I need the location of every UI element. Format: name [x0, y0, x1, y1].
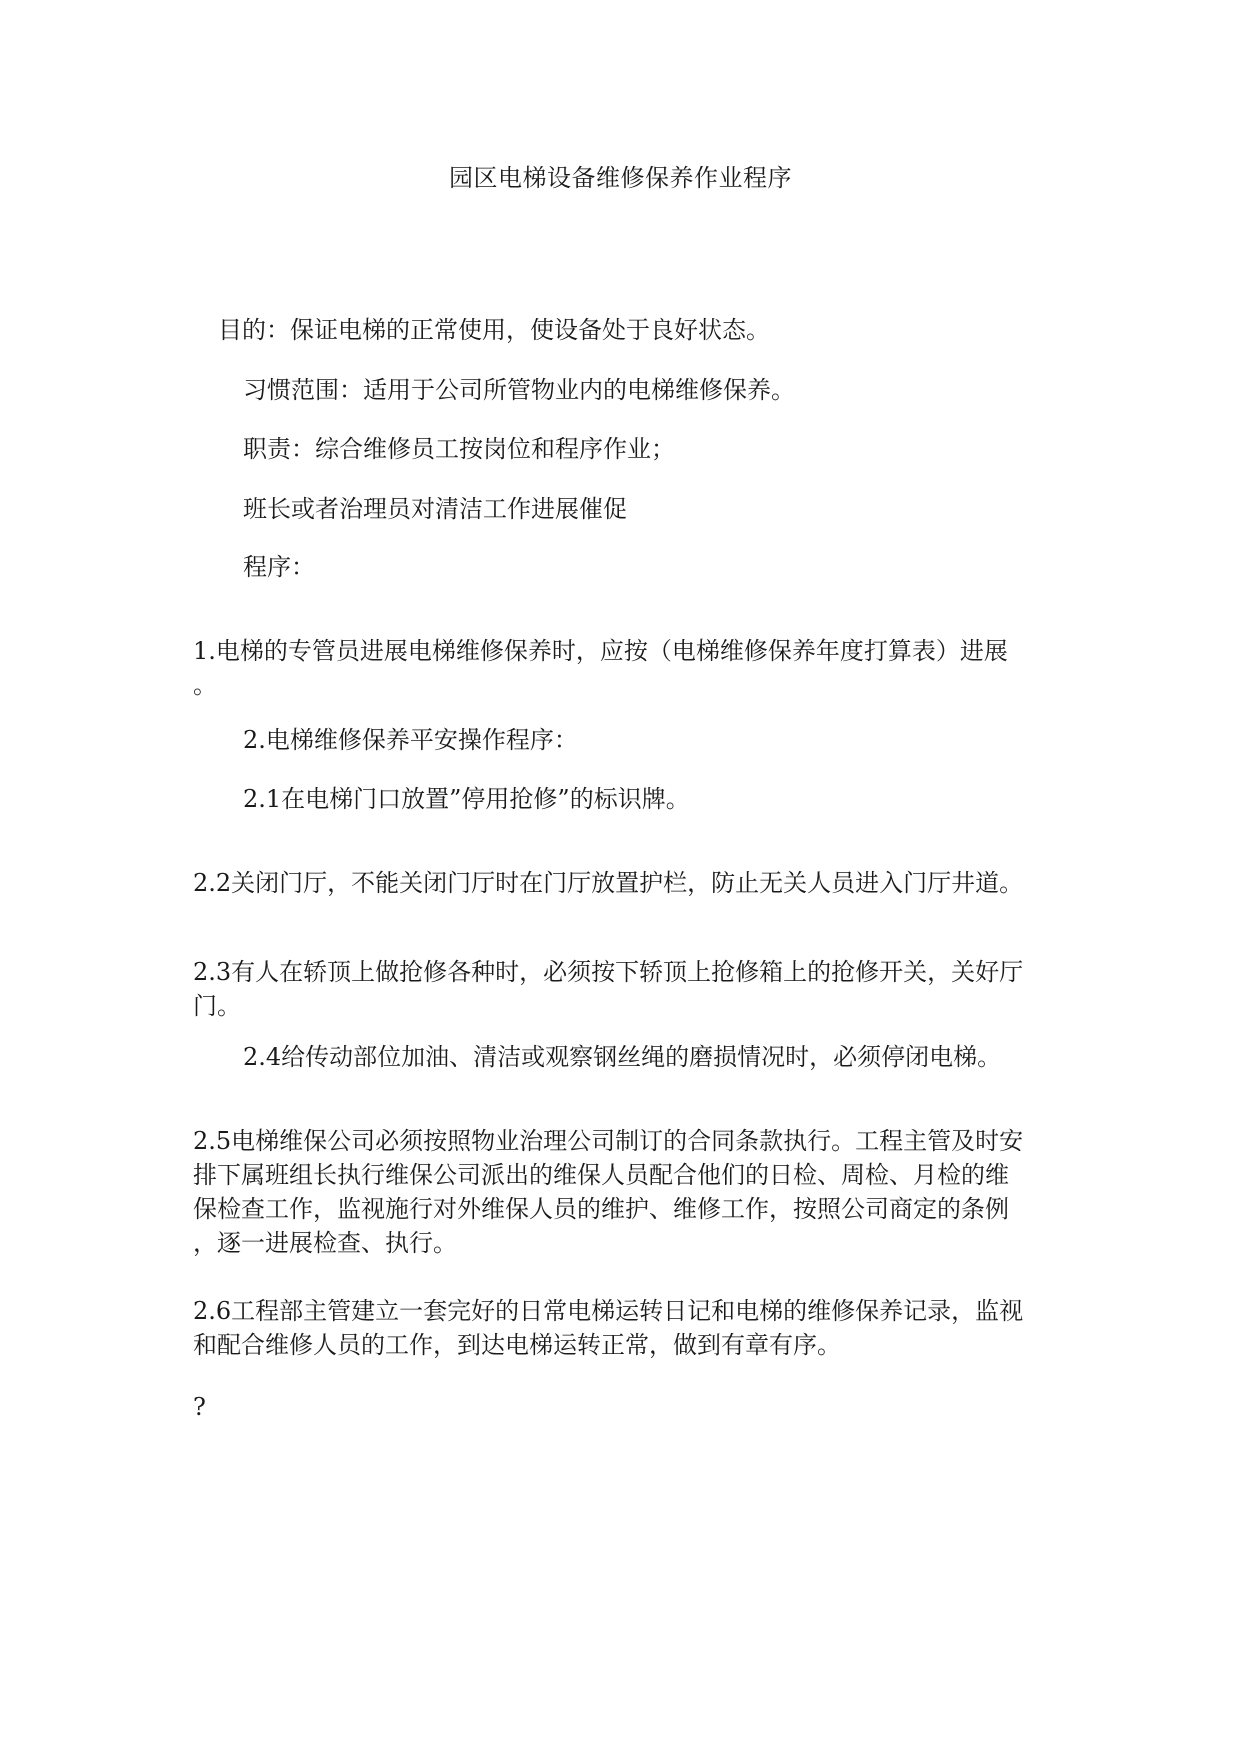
item-1-paragraph	[193, 634, 1055, 702]
trailing-mark: ?	[193, 1393, 206, 1421]
item-2-5-line: 排下属班组长执行维保公司派出的维保人员配合他们的日检、周检、月检的维	[193, 1161, 1009, 1189]
item-2-4-text: 2.4给传动部位加油、清洁或观察钢丝绳的磨损情况时，必须停闭电梯。	[243, 1043, 1002, 1071]
item-2-6-line: 和配合维修人员的工作，到达电梯运转正常，做到有章有序。	[193, 1331, 841, 1359]
item-1-line: 。	[193, 671, 217, 699]
item-2-3-line: 门。	[193, 992, 241, 1020]
purpose-text: 目的：保证电梯的正常使用，使设备处于良好状态。	[218, 316, 770, 344]
item-2-1-text: 2.1在电梯门口放置”停用抢修”的标识牌。	[243, 785, 690, 813]
item-1-line: 1.电梯的专管员进展电梯维修保养时，应按（电梯维修保养年度打算表）进展	[193, 637, 1008, 665]
item-2-2-text: 2.2关闭门厅，不能关闭门厅时在门厅放置护栏，防止无关人员进入门厅井道。	[193, 869, 1024, 897]
document-title: 园区电梯设备维修保养作业程序	[449, 164, 792, 192]
item-2-text: 2.电梯维修保养平安操作程序：	[243, 726, 578, 754]
item-2-6-line: 2.6工程部主管建立一套完好的日常电梯运转日记和电梯的维修保养记录，监视	[193, 1297, 1024, 1325]
duty-text-1: 职责：综合维修员工按岗位和程序作业；	[243, 435, 675, 463]
item-2-6-paragraph	[193, 1294, 1055, 1362]
item-2-3-line: 2.3有人在轿顶上做抢修各种时，必须按下轿顶上抢修箱上的抢修开关，关好厅	[193, 958, 1024, 986]
procedure-label: 程序：	[243, 553, 315, 581]
item-2-5-line: ，逐一进展检查、执行。	[193, 1229, 457, 1257]
scope-text: 习惯范围：适用于公司所管物业内的电梯维修保养。	[243, 376, 795, 404]
item-2-5-line: 2.5电梯维保公司必须按照物业治理公司制订的合同条款执行。工程主管及时安	[193, 1127, 1024, 1155]
duty-text-2: 班长或者治理员对清洁工作进展催促	[243, 495, 627, 523]
item-2-5-paragraph	[193, 1124, 1055, 1260]
item-2-5-line: 保检查工作，监视施行对外维保人员的维护、维修工作，按照公司商定的条例	[193, 1195, 1009, 1223]
item-2-3-paragraph	[193, 955, 1055, 1023]
